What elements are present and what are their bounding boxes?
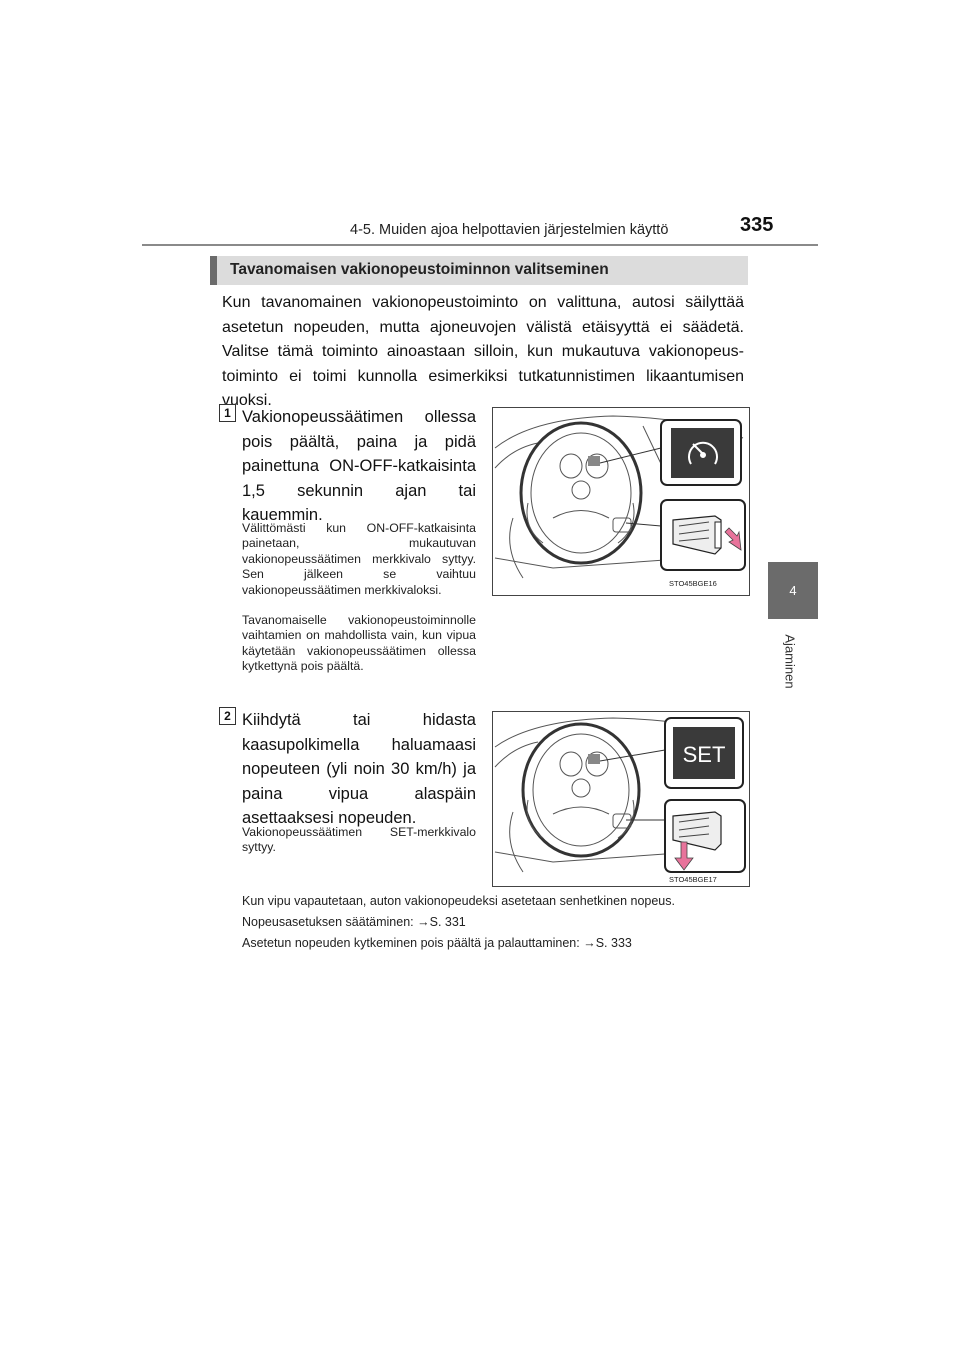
figure-1-code: STO45BGE16 (669, 579, 717, 588)
chapter-label: Ajaminen (782, 634, 798, 689)
bottom-notes (242, 893, 748, 956)
step-2-note-1: Vakionopeussäätimen SET-merkkivalo syttyy. (242, 825, 476, 855)
header-divider (142, 244, 818, 246)
step-1-text: Vakionopeussäätimen ollessa pois päältä, paina ja pidä painettuna ON-OFF-katkaisinta 1,5 sekunnin ajan tai kauemmin. (242, 408, 476, 524)
bottom-note-1: Kun vipu vapautetaan, auton vakionopeudeksi asetetaan senhetkinen nopeus. (242, 894, 675, 908)
chapter-tab (768, 562, 818, 619)
step-2-text: Kiihdytä tai hidasta kaasupolkimella haluamaasi nopeuteen (yli noin 30 km/h) ja paina vipua alaspäin asettaaksesi nopeuden. (242, 711, 476, 827)
step-1-note-1: Välittömästi kun ON-OFF-katkaisinta painetaan, mukautuvan vakionopeussäätimen merkkivalo syttyy. Sen jälkeen se vaihtuu vakionopeussäätimen merkkivaloksi. (242, 521, 476, 597)
cluster-display (588, 456, 600, 466)
section-heading (210, 256, 748, 285)
section-heading-text: Tavanomaisen vakionopeustoiminnon valitseminen (230, 261, 609, 278)
header-section-title: 4-5. Muiden ajoa helpottavien järjestelmien käyttö (350, 222, 669, 238)
intro-paragraph: Kun tavanomainen vakionopeustoiminto on valittuna, autosi säilyttää asetetun nopeuden, mutta ajoneuvojen välistä etäisyyttä ei säädetä. Valitse tämä toiminto ainoastaan silloin, kun mukautuva vakionopeustoiminto ei toimi kunnolla esimerkiksi tutkatunnistimen likaantumisen vuoksi. (222, 294, 744, 409)
step-number-2: 2 (219, 707, 236, 725)
cluster-display-2 (588, 754, 600, 764)
figure-2-steering-wheel-illustration (492, 711, 750, 887)
chapter-number: 4 (789, 583, 797, 598)
figure-2-code: STO45BGE17 (669, 875, 717, 884)
step-1-note-2: Tavanomaiselle vakionopeustoiminnolle vaihtamien on mahdollista vain, kun vipua käytetään vakionopeussäätimen ollessa kytkettynä pois päältä. (242, 613, 476, 674)
figure-1-steering-wheel-illustration (492, 407, 750, 596)
figure-2-drawing (493, 712, 749, 886)
bottom-note-3: Asetetun nopeuden kytkeminen pois päältä ja palauttaminen: →S. 333 (242, 936, 632, 950)
step-number-1: 1 (219, 404, 236, 422)
figure-1-drawing (493, 408, 749, 595)
chapter-label-container (780, 628, 800, 698)
set-indicator-text: SET (682, 742, 726, 767)
page-number: 335 (740, 214, 774, 236)
bottom-note-2: Nopeusasetuksen säätäminen: →S. 331 (242, 915, 466, 929)
